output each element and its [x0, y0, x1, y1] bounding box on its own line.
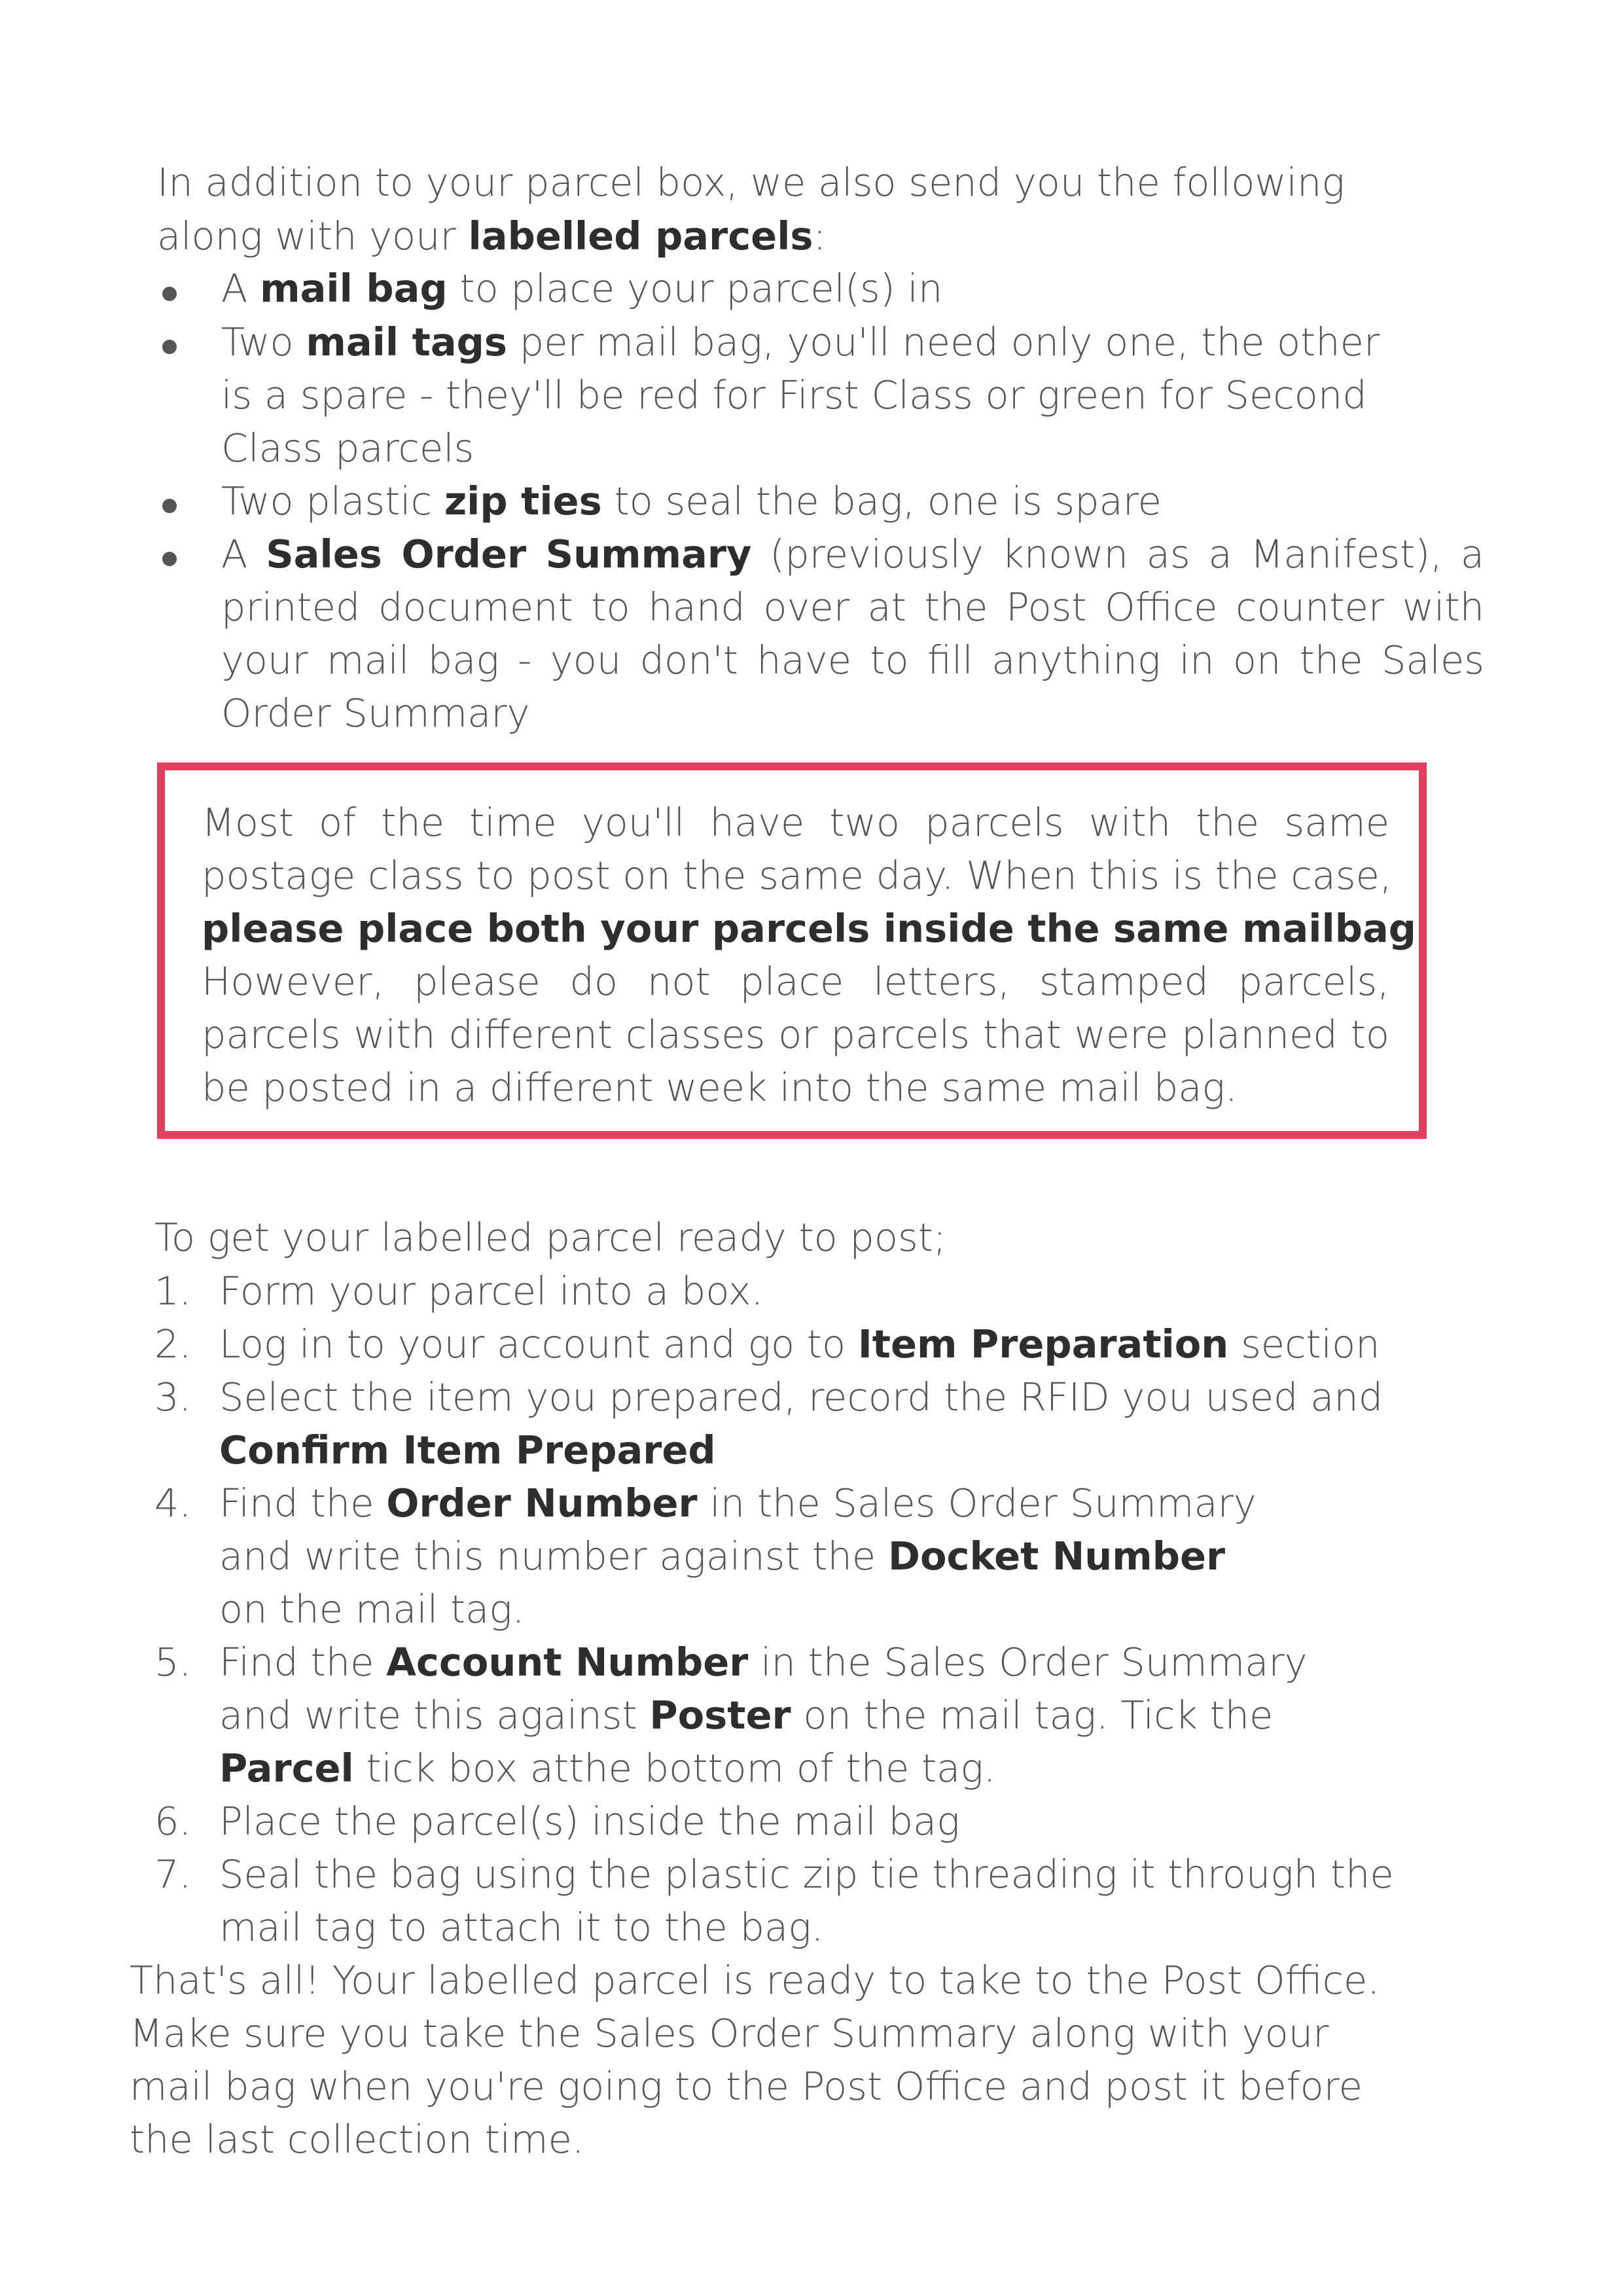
bullet-item-mail-bag: A mail bag to place your parcel(s) in	[221, 266, 943, 311]
intro-line-1: In addition to your parcel box, we also send you the following	[157, 160, 1345, 205]
bullet-icon	[162, 552, 177, 566]
bullet-item-mail-tags-cont-1: is a spare - they'll be red for First Class or green for Second	[221, 372, 1367, 418]
notice-line-4: However, please do not place letters, stamped parcels,	[202, 959, 1389, 1004]
intro-line-2: along with your labelled parcels:	[157, 213, 827, 259]
bullet-item-mail-tags: Two mail tags per mail bag, you'll need only one, the other	[221, 319, 1380, 365]
bullet-icon	[162, 340, 177, 354]
step-7-line-2: mail tag to attach it to the bag.	[219, 1905, 824, 1950]
bullet-item-sales-order-summary-cont-1: printed document to hand over at the Post Office counter with	[221, 584, 1484, 630]
step-number: 6.	[154, 1799, 192, 1844]
bullet-icon	[162, 287, 177, 301]
step-number: 3.	[154, 1374, 192, 1420]
closing-line-4: the last collection time.	[130, 2117, 584, 2162]
step-3-line-1: Select the item you prepared, record the RFID you used and	[219, 1374, 1383, 1420]
closing-line-1: That's all! Your labelled parcel is ready to take to the Post Office.	[130, 1958, 1380, 2003]
bullet-item-zip-ties: Two plastic zip ties to seal the bag, one is spare	[221, 478, 1162, 524]
step-number: 1.	[154, 1268, 192, 1314]
step-number: 4.	[154, 1480, 192, 1526]
notice-line-1: Most of the time you'll have two parcels with the same	[202, 800, 1389, 845]
bullet-item-sales-order-summary-cont-3: Order Summary	[221, 691, 530, 736]
notice-line-6: be posted in a different week into the same mail bag.	[202, 1065, 1238, 1110]
step-number: 7.	[154, 1852, 192, 1897]
bullet-item-sales-order-summary: A Sales Order Summary (previously known as a Manifest), a	[221, 531, 1484, 577]
steps-intro: To get your labelled parcel ready to post;	[154, 1215, 946, 1260]
closing-line-2: Make sure you take the Sales Order Summary along with your	[130, 2011, 1329, 2056]
closing-line-3: mail bag when you're going to the Post Office and post it before	[130, 2064, 1363, 2109]
notice-line-3-bold: please place both your parcels inside the same mailbag	[202, 906, 1417, 951]
bullet-item-sales-order-summary-cont-2: your mail bag - you don't have to fill anything in on the Sales	[221, 637, 1484, 683]
step-3-line-2: Confirm Item Prepared	[219, 1427, 716, 1473]
step-5-line-1: Find the Account Number in the Sales Order Summary	[219, 1640, 1308, 1685]
step-4-line-1: Find the Order Number in the Sales Order Summary	[219, 1480, 1257, 1526]
bullet-icon	[162, 499, 177, 513]
notice-line-5: parcels with different classes or parcels that were planned to	[202, 1012, 1389, 1057]
step-4-line-2: and write this number against the Docket Number	[219, 1534, 1226, 1579]
step-5-line-3: Parcel tick box atthe bottom of the tag.	[219, 1746, 996, 1791]
step-2-line-1: Log in to your account and go to Item Preparation section	[219, 1321, 1380, 1367]
step-number: 2.	[154, 1321, 192, 1367]
step-6-line-1: Place the parcel(s) inside the mail bag	[219, 1799, 960, 1844]
step-5-line-2: and write this against Poster on the mail tag. Tick the	[219, 1693, 1274, 1738]
step-number: 5.	[154, 1640, 192, 1685]
bullet-item-mail-tags-cont-2: Class parcels	[221, 425, 474, 471]
step-4-line-3: on the mail tag.	[219, 1587, 525, 1632]
notice-line-2: postage class to post on the same day. When this is the case,	[202, 853, 1392, 898]
step-1-line-1: Form your parcel into a box.	[219, 1268, 764, 1314]
step-7-line-1: Seal the bag using the plastic zip tie threading it through the	[219, 1852, 1394, 1897]
